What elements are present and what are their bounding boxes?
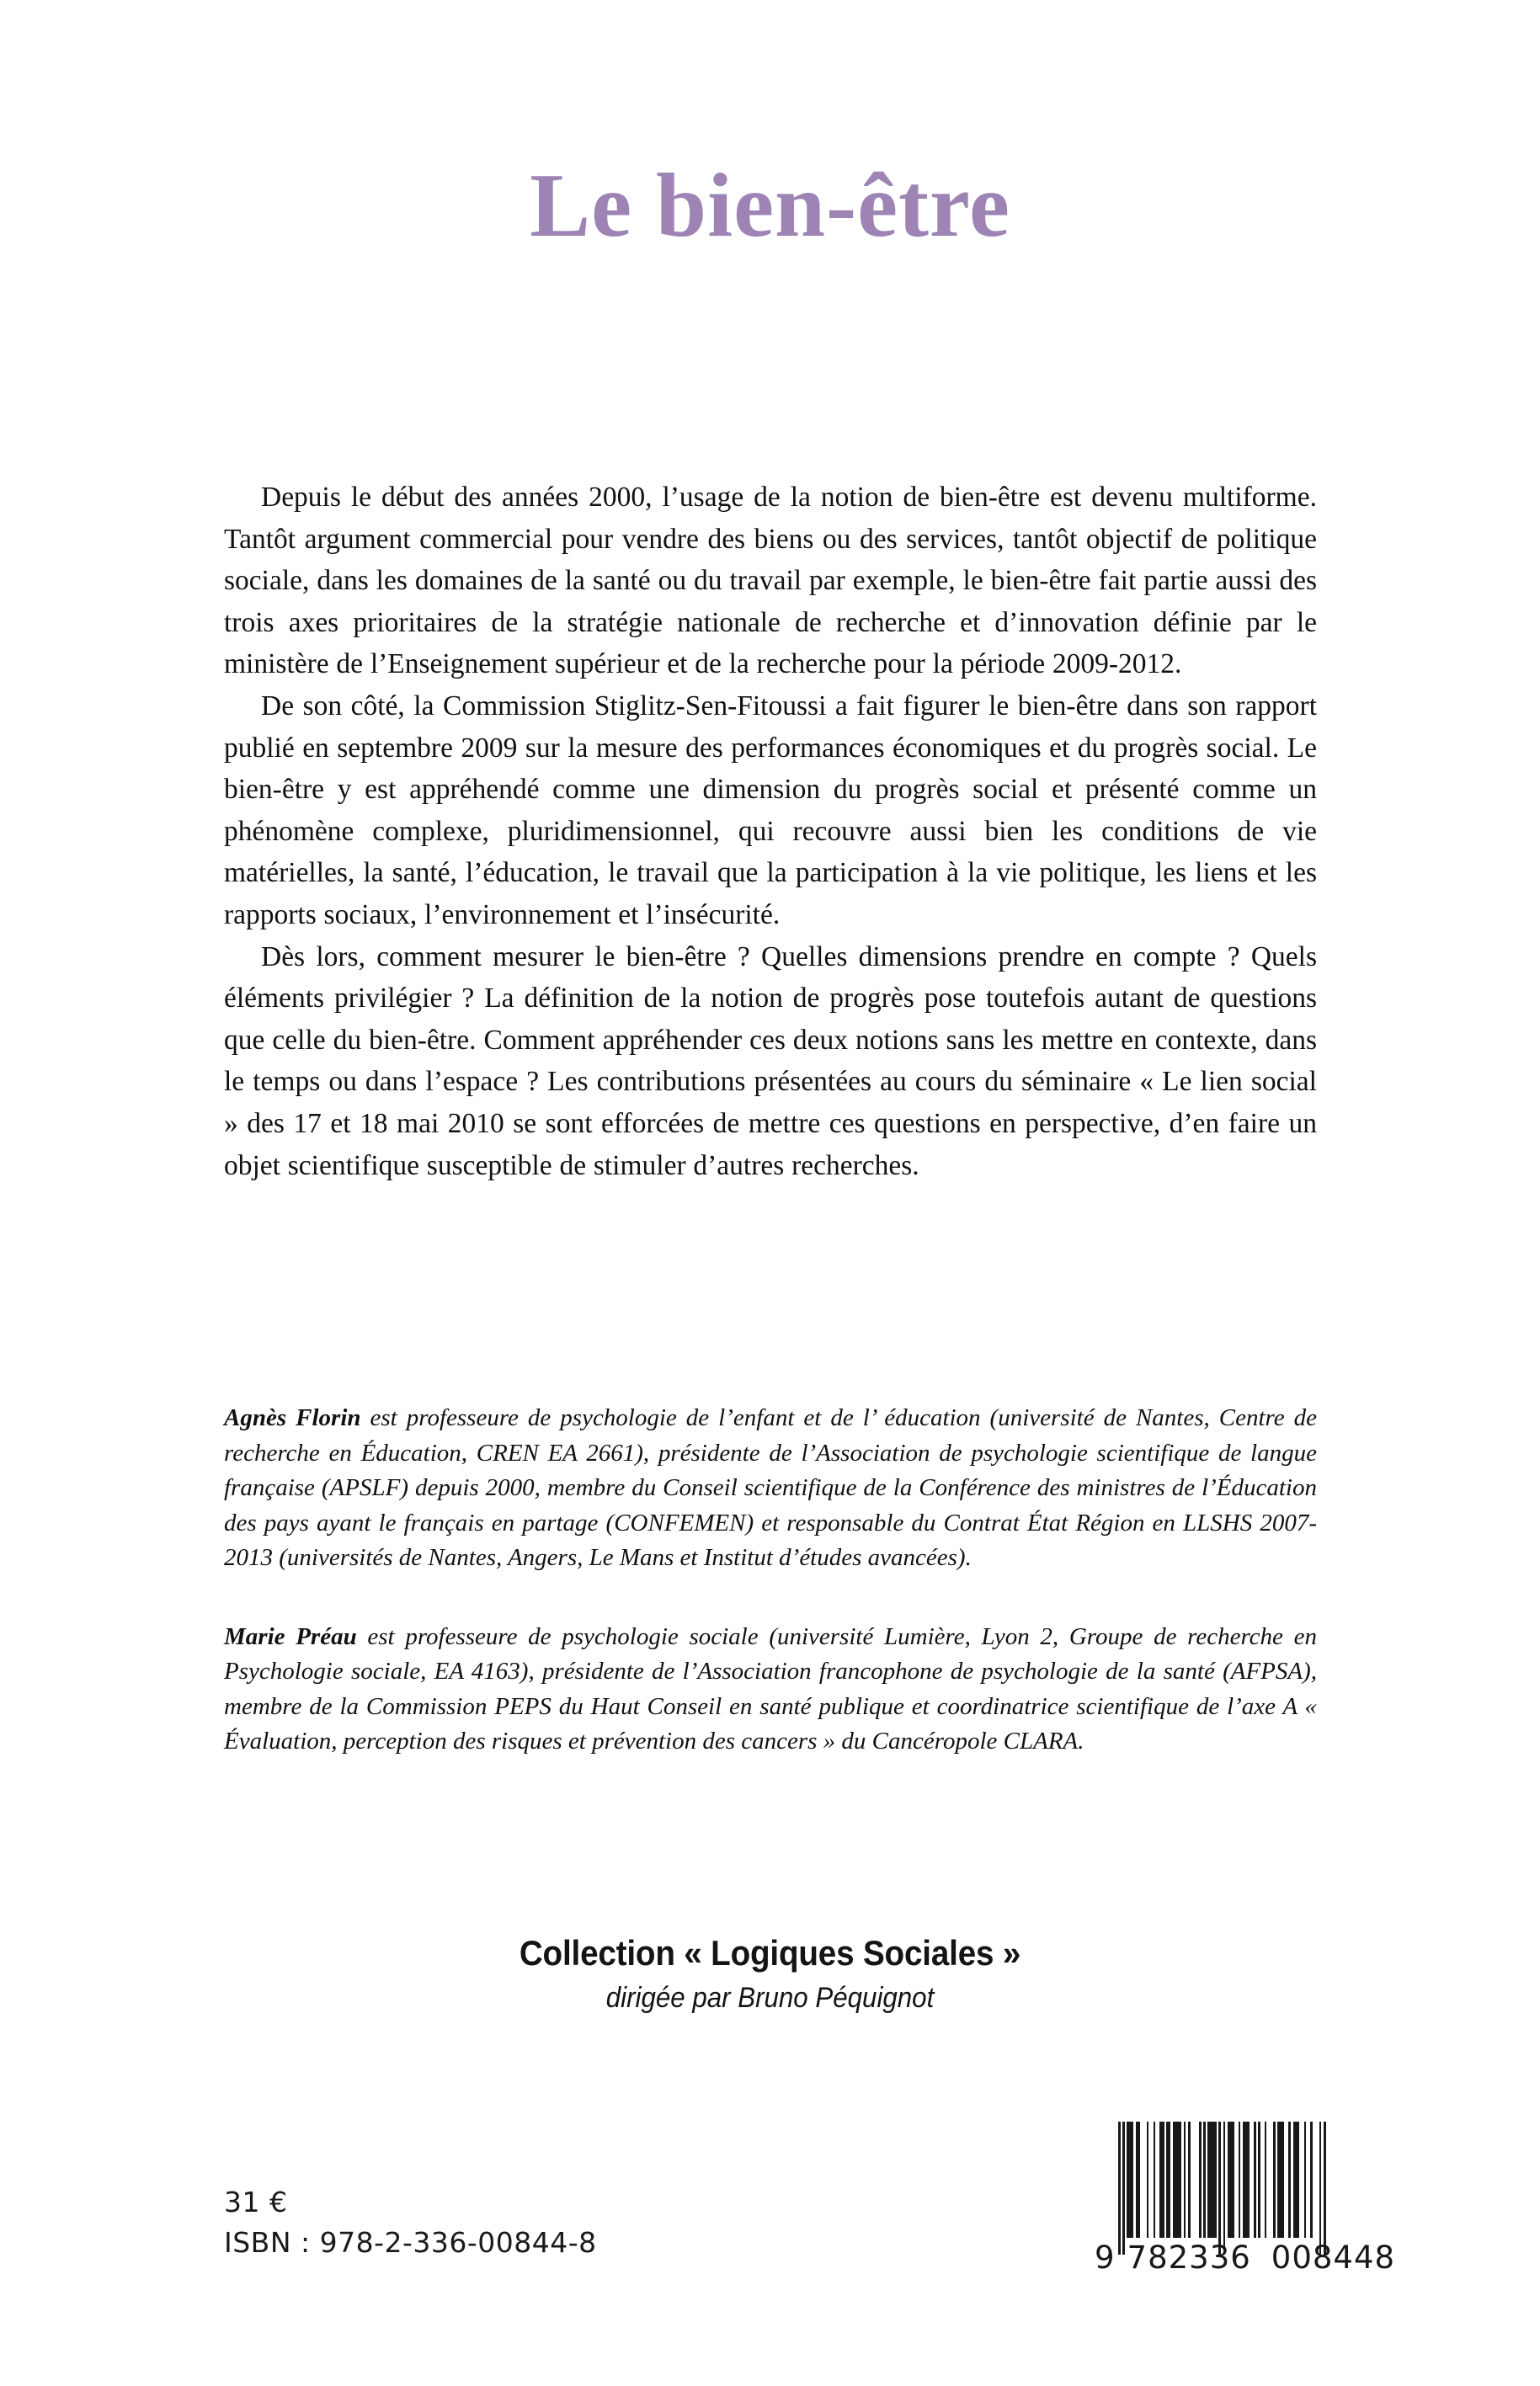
blurb-paragraph-2: De son côté, la Commission Stiglitz-Sen-Fitoussi a fait figurer le bien-être dans son rapport publié en septembre 2009 sur la mesure des performances économiques et du progrès social. Le bien-être y est appréhendé comme une dimension du progrès social et présenté comme un phénomène complexe, pluridimensionnel, qui recouvre aussi bien les conditions de vie matérielles, la santé, l’éducation, le travail que la participation à la vie politique, les liens et les rapports sociaux, l’environnement et l’insécurité.: [224, 690, 1317, 930]
barcode-space: [1313, 2122, 1319, 2238]
barcode-bar: [1127, 2122, 1133, 2238]
price-label: 31 €: [224, 2186, 288, 2218]
barcode-bar: [1293, 2122, 1300, 2238]
title-block: [0, 156, 1540, 256]
barcode-bar: [1207, 2122, 1216, 2238]
author-name-preau: Marie Préau: [224, 1622, 357, 1650]
collection-title: Collection « Logiques Sociales »: [519, 1933, 1021, 1973]
barcode-space: [1191, 2122, 1199, 2238]
isbn-label: ISBN : 978-2-336-00844-8: [224, 2226, 597, 2259]
author-bio-preau-text: est professeure de psychologie sociale (université Lumière, Lyon 2, Groupe de recherche en Psychologie sociale, EA 4163), présidente de l’Association francophone de psychologie de la santé (AFPSA), membre de la Commission PEPS du Haut Conseil en santé publique et coordinatrice scientifique de l’axe A « Évaluation, perception des risques et prévention des cancers » du Cancéropole CLARA.: [224, 1622, 1317, 1755]
barcode-digits: [1095, 2240, 1396, 2276]
barcode-bars: [1118, 2122, 1372, 2238]
barcode-bar: [1243, 2122, 1250, 2238]
author-bios: [224, 1401, 1317, 1760]
barcode: [1095, 2122, 1396, 2276]
barcode-right-group: 008448: [1271, 2240, 1396, 2276]
collection-block: [0, 1933, 1540, 2015]
barcode-lead-digit: 9: [1095, 2240, 1116, 2276]
collection-editor: dirigée par Bruno Péquignot: [605, 1982, 935, 2014]
author-bio-preau: [224, 1620, 1317, 1760]
blurb-paragraph-1: Depuis le début des années 2000, l’usage de la notion de bien-être est devenu multiforme. Tantôt argument commercial pour vendre des biens ou des services, tantôt objectif de politique sociale, dans les domaines de la santé ou du travail par exemple, le bien-être fait partie aussi des trois axes prioritaires de la stratégie nationale de recherche et d’innovation définie par le ministère de l’Enseignement supérieur et de la recherche pour la période 2009-2012.: [224, 482, 1317, 680]
author-name-florin: Agnès Florin: [224, 1404, 361, 1431]
page-title: Le bien-être: [530, 156, 1010, 256]
author-bio-florin: [224, 1401, 1317, 1576]
barcode-bar: [1173, 2122, 1181, 2238]
author-bio-florin-text: est professeure de psychologie de l’enfant et de l’ éducation (université de Nantes, Centre de recherche en Éducation, CREN EA 2661), présidente de l’Association de psychologie scientifique de langue française (APSLF) depuis 2000, membre du Conseil scientifique de la Conférence des ministres de l’Éducation des pays ayant le français en partage (CONFEMEN) et responsable du Contrat État Région en LLSHS 2007-2013 (universités de Nantes, Angers, Le Mans et Institut d’études avancées).: [224, 1404, 1317, 1571]
blurb-paragraph-3: Dès lors, comment mesurer le bien-être ? Quelles dimensions prendre en compte ? Quels éléments privilégier ? La définition de la notion de progrès pose toutefois autant de questions que celle du bien-être. Comment appréhender ces deux notions sans les mettre en contexte, dans le temps ou dans l’espace ? Les contributions présentées au cours du séminaire « Le lien social » des 17 et 18 mai 2010 se sont efforcées de mettre ces questions en perspective, d’en faire un objet scientifique susceptible de stimuler d’autres recherches.: [224, 940, 1317, 1181]
barcode-left-group: 782336: [1127, 2240, 1251, 2276]
barcode-bar: [1324, 2122, 1326, 2255]
barcode-bar: [1228, 2122, 1234, 2238]
barcode-bar: [1277, 2122, 1284, 2238]
barcode-space: [1140, 2122, 1147, 2238]
pricing-block: [224, 2182, 597, 2263]
blurb-text: [224, 477, 1317, 1186]
barcode-space: [1266, 2122, 1273, 2238]
